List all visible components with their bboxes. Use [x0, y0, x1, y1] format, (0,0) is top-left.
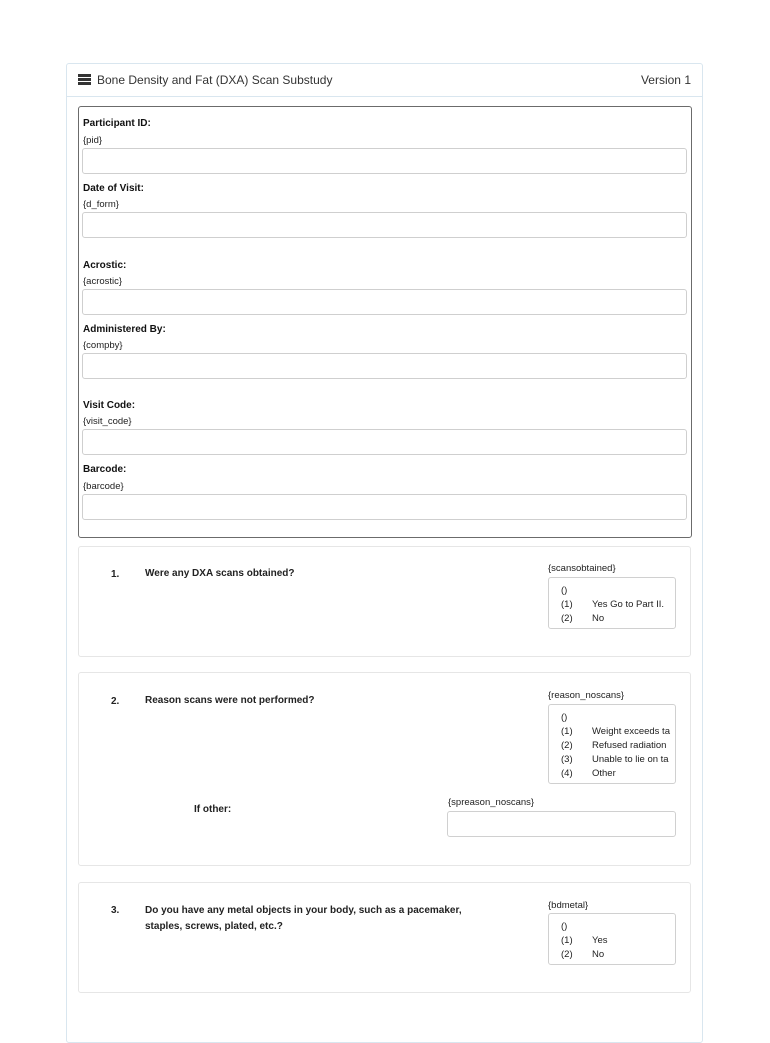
- administered-by-var: {compby}: [83, 340, 123, 351]
- option-refused[interactable]: (2) Refused radiation: [561, 740, 667, 751]
- form-icon: [78, 74, 91, 85]
- option-yes[interactable]: (1) Yes Go to Part II.: [561, 599, 664, 610]
- form-title: Bone Density and Fat (DXA) Scan Substudy: [97, 73, 333, 87]
- question-number: 1.: [111, 569, 120, 580]
- barcode-var: {barcode}: [83, 481, 124, 492]
- participant-id-input[interactable]: [82, 148, 687, 174]
- option-unable[interactable]: (3) Unable to lie on ta: [561, 754, 669, 765]
- question-number: 2.: [111, 696, 120, 707]
- question-var: {bdmetal}: [548, 900, 589, 911]
- form-header: [67, 64, 702, 97]
- option-blank[interactable]: (): [561, 921, 568, 932]
- question-text: Were any DXA scans obtained?: [145, 568, 295, 579]
- reason-noscans-options: [548, 704, 676, 784]
- visit-code-input[interactable]: [82, 429, 687, 455]
- acrostic-input[interactable]: [82, 289, 687, 315]
- barcode-label: Barcode:: [83, 464, 127, 475]
- visit-code-label: Visit Code:: [83, 400, 136, 411]
- option-other[interactable]: (4) Other: [561, 768, 616, 779]
- date-of-visit-input[interactable]: [82, 212, 687, 238]
- option-no[interactable]: (2) No: [561, 949, 605, 960]
- option-blank[interactable]: (): [561, 712, 568, 723]
- question-var: {scansobtained}: [548, 563, 616, 574]
- metal-objects-options: [548, 913, 676, 965]
- question-text: Reason scans were not performed?: [145, 695, 315, 706]
- option-weight[interactable]: (1) Weight exceeds ta: [561, 726, 670, 737]
- option-no[interactable]: (2) No: [561, 613, 605, 624]
- if-other-label: If other:: [194, 804, 232, 815]
- administered-by-input[interactable]: [82, 353, 687, 379]
- participant-id-label: Participant ID:: [83, 118, 151, 129]
- participant-id-var: {pid}: [83, 135, 103, 146]
- question-text-line-1: Do you have any metal objects in your body, such as a pacemaker,: [145, 905, 462, 916]
- administered-by-label: Administered By:: [83, 324, 166, 335]
- date-of-visit-label: Date of Visit:: [83, 183, 144, 194]
- option-blank[interactable]: (): [561, 585, 568, 596]
- acrostic-var: {acrostic}: [83, 276, 123, 287]
- option-yes[interactable]: (1) Yes: [561, 935, 608, 946]
- other-reason-input[interactable]: [447, 811, 676, 837]
- form-version: Version 1: [640, 73, 691, 87]
- date-of-visit-var: {d_form}: [83, 199, 119, 210]
- question-number: 3.: [111, 905, 120, 916]
- question-var: {reason_noscans}: [548, 690, 625, 701]
- visit-code-var: {visit_code}: [83, 416, 132, 427]
- scans-obtained-options: [548, 577, 676, 629]
- acrostic-label: Acrostic:: [83, 260, 127, 271]
- question-text-line-2: staples, screws, plated, etc.?: [145, 921, 283, 932]
- other-reason-var: {spreason_noscans}: [448, 797, 535, 808]
- barcode-input[interactable]: [82, 494, 687, 520]
